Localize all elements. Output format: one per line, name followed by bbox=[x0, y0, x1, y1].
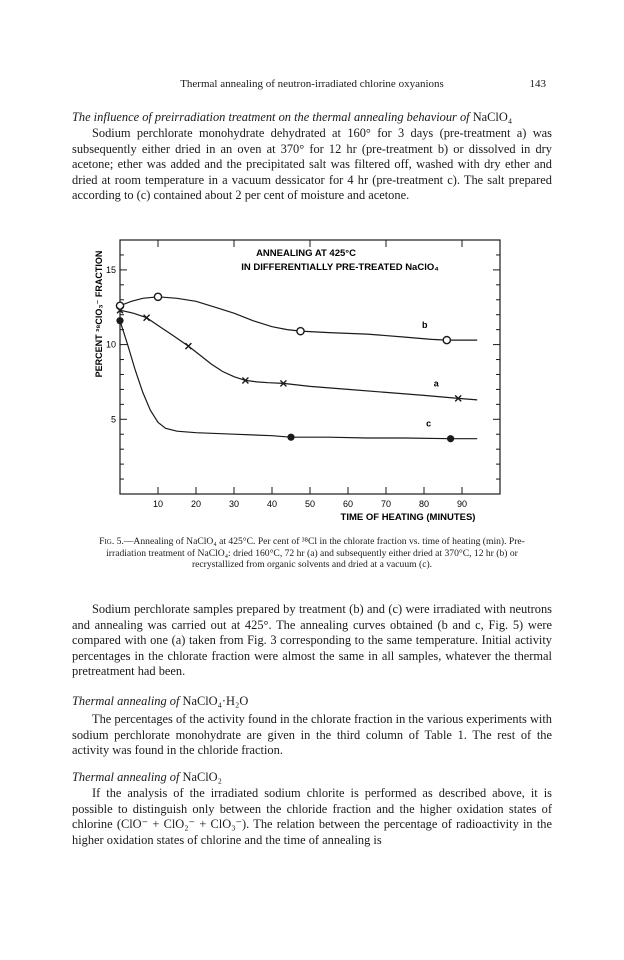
data-point-b bbox=[297, 328, 304, 335]
heading-chem: NaClO₂ bbox=[182, 770, 222, 784]
figure-caption bbox=[80, 536, 544, 571]
chart-subtitle: IN DIFFERENTIALLY PRE-TREATED NaClO₄ bbox=[241, 262, 439, 273]
chart-title: ANNEALING AT 425°C bbox=[256, 248, 356, 259]
data-point-a bbox=[144, 315, 150, 321]
series-markers bbox=[116, 293, 461, 442]
heading-text: Thermal annealing of bbox=[72, 770, 180, 784]
plot-frame bbox=[120, 240, 500, 494]
body-text-comparison bbox=[72, 602, 552, 680]
paragraph: Sodium perchlorate monohydrate dehydrated at 160° for 3 days (pre-treatment a) was subsequently either dried in an oven at 370° for 12 hr (pre-treatment b) or dissolved in dry acetone; ether was added and the precipitated salt was filtered off, washed with dry ether and dried at room temperature in a vacuum dessicator for 4 hr (pre-treatment c). The salt prepared according to (c) contained about 2 per cent of moisture and acetone. bbox=[72, 126, 552, 202]
y-tick-label: 5 bbox=[110, 414, 116, 425]
y-axis-label: PERCENT ³⁸ClO₃⁻ FRACTION bbox=[94, 250, 104, 378]
paragraph: Sodium perchlorate samples prepared by treatment (b) and (c) were irradiated with neutrons and annealing was carried out at 425°. The annealing curves obtained (b and c, Fig. 5) were compared with one (a) taken from Fig. 3 corresponding to the same temperature. Initial activity percentages in the chlorate fraction were almost the same in all samples, whatever the thermal pretreatment had been. bbox=[72, 602, 552, 678]
x-tick-label: 40 bbox=[266, 499, 278, 509]
plot-border bbox=[120, 240, 500, 494]
y-tick-label: 10 bbox=[105, 339, 116, 350]
heading-text: The influence of preirradiation treatment on the thermal annealing behaviour of bbox=[72, 110, 470, 124]
axis-ticks bbox=[106, 240, 500, 509]
series-lines bbox=[120, 297, 477, 439]
x-tick-label: 70 bbox=[380, 499, 392, 509]
heading-text: Thermal annealing of bbox=[72, 694, 180, 708]
caption-label: Fig. 5. bbox=[99, 536, 124, 547]
data-point-c bbox=[287, 434, 294, 441]
data-point-a bbox=[185, 343, 191, 349]
section-heading-chlorite bbox=[72, 770, 552, 785]
x-tick-label: 50 bbox=[304, 499, 316, 509]
y-tick-label: 15 bbox=[105, 264, 116, 275]
data-point-c bbox=[447, 435, 454, 442]
x-tick-label: 80 bbox=[418, 499, 430, 509]
series-labels bbox=[422, 320, 440, 429]
x-tick-label: 10 bbox=[152, 499, 164, 509]
x-tick-label: 60 bbox=[342, 499, 354, 509]
annealing-chart bbox=[78, 222, 558, 532]
series-label-c: c bbox=[426, 418, 432, 429]
x-tick-label: 90 bbox=[456, 499, 468, 509]
x-tick-label: 20 bbox=[190, 499, 202, 509]
heading-chem: NaClO₄ bbox=[472, 110, 513, 124]
section-heading-monohydrate bbox=[72, 694, 552, 709]
series-label-a: a bbox=[433, 378, 439, 389]
heading-chem: NaClO₄·H₂O bbox=[182, 694, 249, 708]
data-point-b bbox=[154, 293, 161, 300]
body-text-chlorite bbox=[72, 786, 552, 848]
page-number: 143 bbox=[529, 78, 546, 90]
paragraph: The percentages of the activity found in the chlorate fraction in the various experiments with sodium perchlorate monohydrate are given in the third column of Table 1. The rest of the activity was found in the chloride fraction. bbox=[72, 712, 552, 757]
data-point-c bbox=[116, 317, 123, 324]
body-text-pretreatment bbox=[72, 126, 552, 204]
body-text-monohydrate bbox=[72, 712, 552, 759]
x-tick-label: 30 bbox=[228, 499, 240, 509]
series-label-b: b bbox=[422, 320, 428, 331]
paragraph: If the analysis of the irradiated sodium chlorite is performed as described above, it is possible to distinguish only between the chloride fraction and the higher oxidation states of chlorine (ClO⁻ + ClO₂⁻ + ClO₃⁻). The relation between the percentage of radioactivity in the higher oxidation states of chlorine and the time of annealing is bbox=[72, 786, 552, 847]
section-heading-preirradiation bbox=[72, 110, 552, 125]
caption-text: —Annealing of NaClO₄ at 425°C. Per cent of ³⁸Cl in the chlorate fraction vs. time of heating (min). Pre-irradiation treatment of NaClO₄: dried 160°C, 72 hr (a) and subsequently either dried at 370°C, 12 hr (b) or recrystallized from organic solvents and dried at a vacuum (c). bbox=[106, 536, 525, 570]
x-axis-label: TIME OF HEATING (MINUTES) bbox=[340, 512, 476, 523]
data-point-b bbox=[443, 337, 450, 344]
page-header bbox=[0, 78, 624, 94]
running-title: Thermal annealing of neutron-irradiated chlorine oxyanions bbox=[180, 78, 444, 90]
